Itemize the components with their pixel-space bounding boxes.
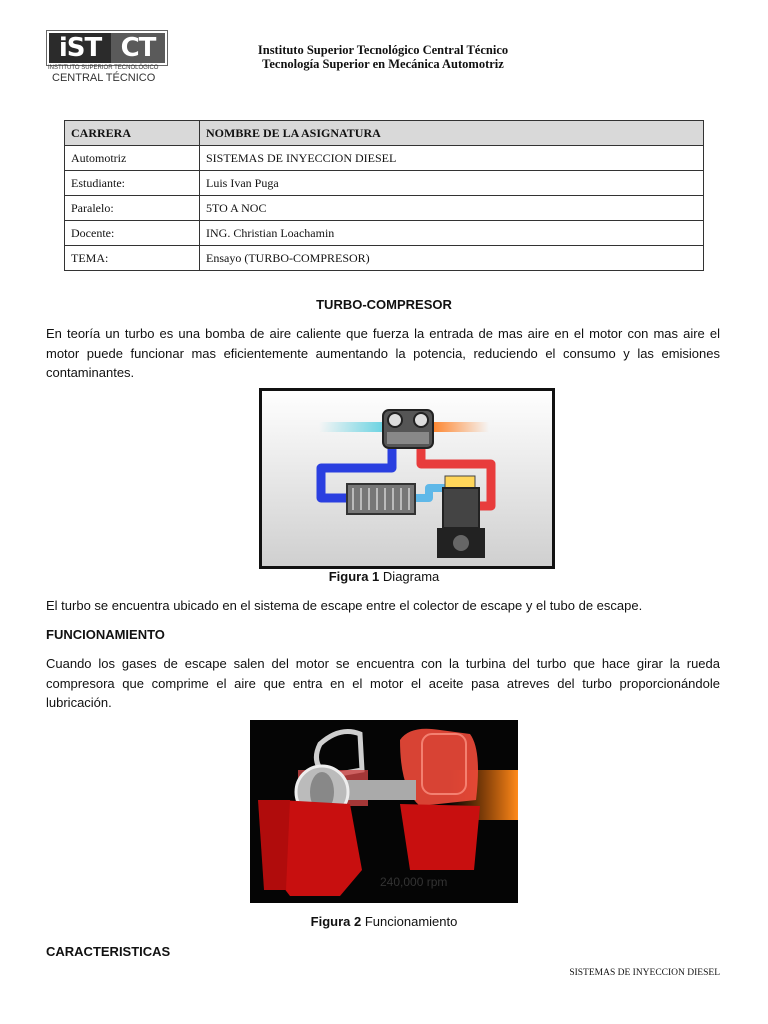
table-cell: Ensayo (TURBO-COMPRESOR) bbox=[200, 246, 704, 271]
table-row bbox=[65, 246, 704, 271]
figure-2-caption bbox=[0, 914, 768, 929]
turbo-diagram-image bbox=[259, 388, 555, 569]
table-row bbox=[65, 171, 704, 196]
logo-mark-ct: CT bbox=[111, 33, 165, 63]
section-heading-caracteristicas: CARACTERISTICAS bbox=[46, 944, 171, 959]
figure-diagram bbox=[259, 388, 555, 569]
section-heading-funcionamiento: FUNCIONAMIENTO bbox=[46, 627, 165, 642]
info-table bbox=[64, 120, 704, 271]
turbo-cutaway-image bbox=[250, 720, 518, 903]
table-cell: Docente: bbox=[65, 221, 200, 246]
table-cell: NOMBRE DE LA ASIGNATURA bbox=[200, 121, 704, 146]
document-header bbox=[200, 43, 566, 71]
paragraph-funcionamiento: Cuando los gases de escape salen del motor se encuentra con la turbina del turbo que hace girar la rueda compresora que comprime el aire que entra en el motor el aceite pasa atreves del turbo proporcionándole lubricación. bbox=[46, 656, 720, 710]
figure-funcionamiento bbox=[250, 720, 518, 903]
figure-1-text: Diagrama bbox=[382, 569, 440, 584]
figure-1-caption bbox=[0, 569, 768, 584]
table-row bbox=[65, 221, 704, 246]
logo-mark-ist: iST bbox=[49, 33, 111, 63]
paragraph-intro: En teoría un turbo es una bomba de aire caliente que fuerza la entrada de mas aire en el motor con mas aire el motor puede funcionar mas eficientemente aumentando la potencia, reduciendo el consumo y las emisiones contaminantes. bbox=[46, 326, 720, 380]
institute-logo bbox=[46, 30, 168, 82]
figure-2-label: Figura 2 bbox=[310, 914, 362, 929]
rpm-overlay: 240,000 rpm bbox=[380, 875, 448, 889]
figure-1-label: Figura 1 bbox=[328, 569, 380, 584]
paragraph-location: El turbo se encuentra ubicado en el sistema de escape entre el colector de escape y el tubo de escape. bbox=[46, 598, 643, 613]
table-row bbox=[65, 121, 704, 146]
logo-box bbox=[46, 30, 168, 66]
table-cell: Automotriz bbox=[65, 146, 200, 171]
header-line-2: Tecnología Superior en Mecánica Automotriz bbox=[262, 57, 504, 71]
table-cell: 5TO A NOC bbox=[200, 196, 704, 221]
table-cell: ING. Christian Loachamin bbox=[200, 221, 704, 246]
table-cell: Estudiante: bbox=[65, 171, 200, 196]
table-cell: Luis Ivan Puga bbox=[200, 171, 704, 196]
table-row bbox=[65, 196, 704, 221]
logo-subtitle: INSTITUTO SUPERIOR TECNOLÓGICO bbox=[48, 65, 159, 71]
page-footer: SISTEMAS DE INYECCION DIESEL bbox=[569, 968, 720, 978]
table-cell: SISTEMAS DE INYECCION DIESEL bbox=[200, 146, 704, 171]
document-title: TURBO-COMPRESOR bbox=[316, 297, 452, 312]
logo-name: CENTRAL TÉCNICO bbox=[52, 72, 156, 84]
table-row bbox=[65, 146, 704, 171]
table-cell: Paralelo: bbox=[65, 196, 200, 221]
table-cell: TEMA: bbox=[65, 246, 200, 271]
table-cell: CARRERA bbox=[65, 121, 200, 146]
header-line-1: Instituto Superior Tecnológico Central Técnico bbox=[257, 43, 509, 57]
figure-2-text: Funcionamiento bbox=[364, 914, 458, 929]
